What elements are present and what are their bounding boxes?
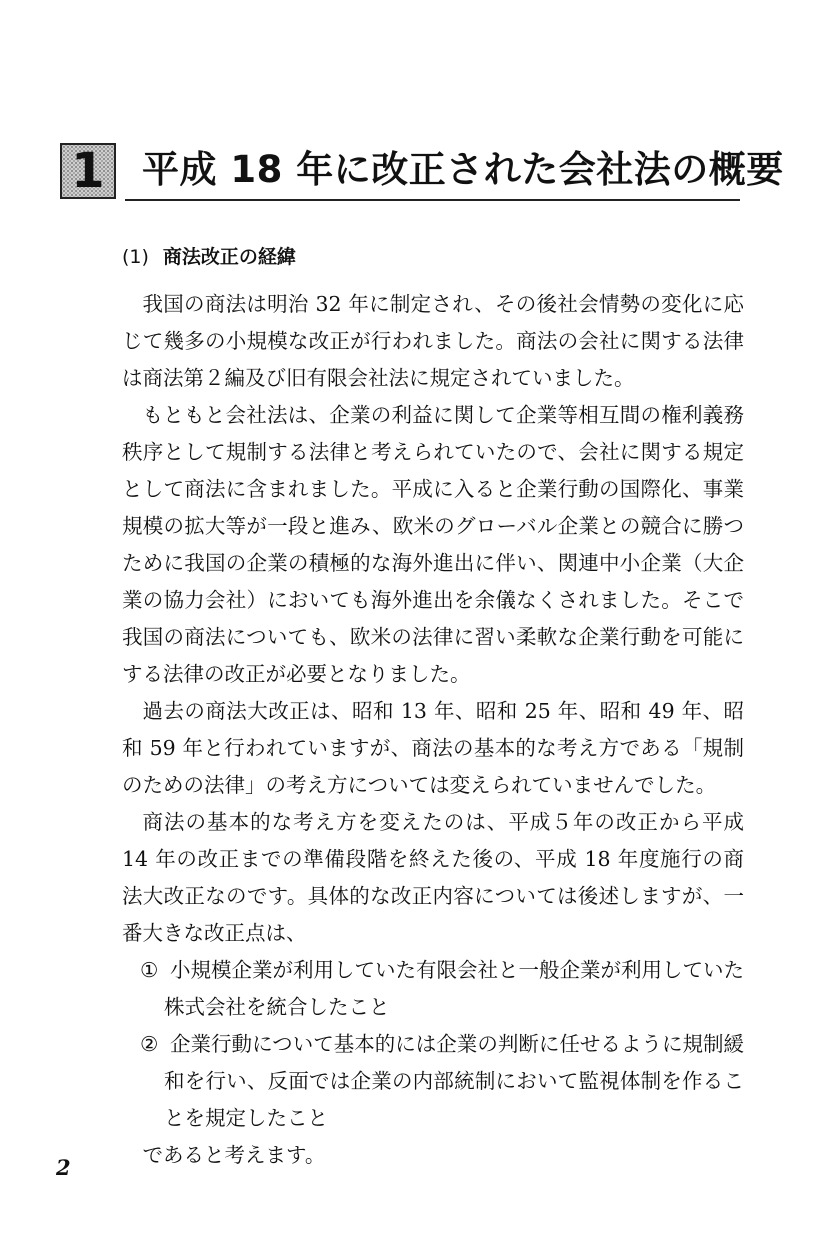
chapter-title-underline	[125, 199, 740, 201]
list-marker: ①	[140, 958, 159, 982]
paragraph: 過去の商法大改正は、昭和 13 年、昭和 25 年、昭和 49 年、昭和 59 年と行われていますが、商法の基本的な考え方である「規制のための法律」の考え方については変えられていませんでした。	[122, 699, 744, 797]
closing-line: であると考えます。	[142, 1143, 326, 1167]
list-item	[122, 1026, 744, 1137]
paragraph: 我国の商法は明治 32 年に制定され、その後社会情勢の変化に応じて幾多の小規模な改正が行われました。商法の会社に関する法律は商法第２編及び旧有限会社法に規定されていました。	[122, 292, 744, 390]
change-points-list	[122, 952, 744, 1137]
chapter-header	[60, 140, 784, 204]
section-title: 商法改正の経緯	[162, 246, 296, 268]
list-marker: ②	[140, 1032, 159, 1056]
page-number: 2	[56, 1155, 71, 1180]
section-number: (1)	[122, 246, 149, 268]
body-text	[122, 286, 744, 1174]
paragraph: 商法の基本的な考え方を変えたのは、平成５年の改正から平成 14 年の改正までの準備段階を終えた後の、平成 18 年度施行の商法大改正なのです。具体的な改正内容については後述しますが、一番大きな改正点は、	[122, 810, 744, 945]
chapter-title: 平成 18 年に改正された会社法の概要	[142, 148, 784, 191]
list-item-text: 小規模企業が利用していた有限会社と一般企業が利用していた株式会社を統合したこと	[164, 958, 744, 1019]
paragraph: もともと会社法は、企業の利益に関して企業等相互間の権利義務秩序として規制する法律と考えられていたので、会社に関する規定として商法に含まれました。平成に入ると企業行動の国際化、事業規模の拡大等が一段と進み、欧米のグローバル企業との競合に勝つために我国の企業の積極的な海外進出に伴い、関連中小企業（大企業の協力会社）においても海外進出を余儀なくされました。そこで我国の商法についても、欧米の法律に習い柔軟な企業行動を可能にする法律の改正が必要となりました。	[122, 403, 744, 686]
chapter-number-badge: 1	[60, 143, 116, 199]
list-item-text: 企業行動について基本的には企業の判断に任せるように規制緩和を行い、反面では企業の内部統制において監視体制を作ることを規定したこと	[164, 1032, 744, 1130]
list-item	[122, 952, 744, 1026]
section-heading	[122, 244, 296, 270]
